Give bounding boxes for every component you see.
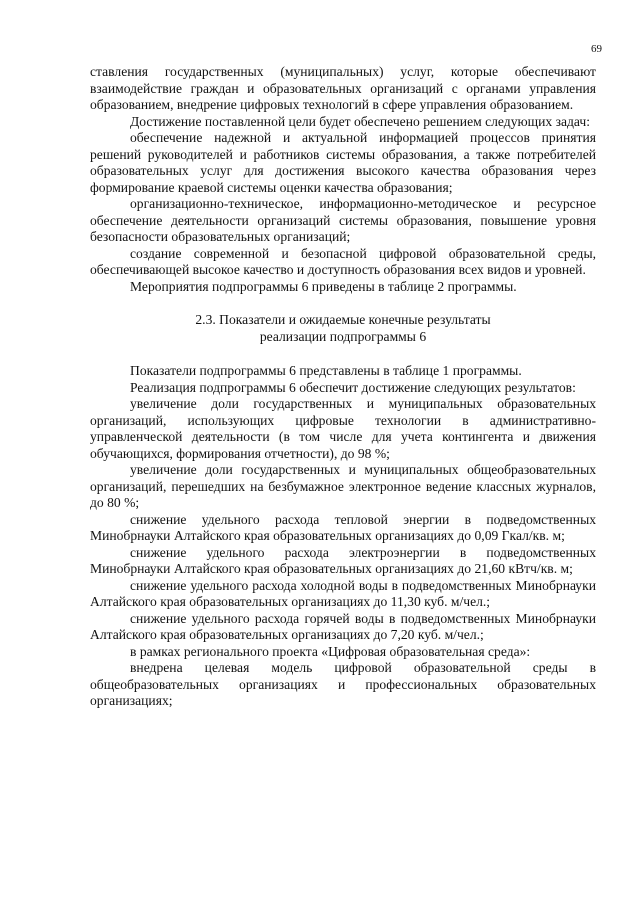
paragraph-indicators: Показатели подпрограммы 6 представлены в таблице 1 программы. (130, 363, 522, 378)
page-number: 69 (591, 43, 602, 55)
result-item-5: снижение удельного расхода холодной воды в подведомственных Минобрнауки Алтайского края образовательных организациях до 11,30 куб. м/чел.; (90, 577, 596, 609)
section-heading (90, 311, 596, 345)
section-heading-line-2: реализации подпрограммы 6 (259, 329, 427, 344)
result-item-1: увеличение доли государственных и муниципальных образовательных организаций, использующих цифровые технологии в административно-управленческой деятельности (в том числе для учета контингента и движения обучающихся, формирования отчетности), до 98 %; (90, 396, 596, 461)
result-item-6: снижение удельного расхода горячей воды в подведомственных Минобрнауки Алтайского края образовательных организациях до 7,20 куб. м/чел.; (90, 610, 596, 642)
paragraph-goal: Достижение поставленной цели будет обеспечено решением следующих задач: (130, 113, 591, 129)
paragraph-results-intro: Реализация подпрограммы 6 обеспечит достижение следующих результатов: (130, 379, 576, 395)
paragraph-continuation: ставления государственных (муниципальных) услуг, которые обеспечивают взаимодействие граждан и образовательных организаций с органами управления образованием, внедрение цифровых технологий в сфере управления образованием. (90, 64, 596, 112)
result-item-2: увеличение доли государственных и муниципальных общеобразовательных организаций, перешедших на безбумажное электронное ведение классных журналов, до 80 %; (90, 462, 596, 510)
paragraph-task-2: организационно-техническое, информационно-методическое и ресурсное обеспечение деятельности организаций системы образования, повышение уровня безопасности образовательных организаций; (90, 196, 596, 244)
section-heading-line-1: 2.3. Показатели и ожидаемые конечные результаты (195, 312, 491, 327)
paragraph-task-1: обеспечение надежной и актуальной информацией процессов принятия решений руководителей и работников системы образования, а также потребителей образовательных услуг для достижения высокого качества образования через формирование краевой системы оценки качества образования; (90, 130, 596, 195)
paragraph-task-3: создание современной и безопасной цифровой образовательной среды, обеспечивающей высокое качество и доступность образования всех видов и уровней. (90, 245, 596, 277)
regional-project-intro: в рамках регионального проекта «Цифровая образовательная среда»: (130, 643, 531, 659)
result-item-7: внедрена целевая модель цифровой образовательной среды в общеобразовательных организациях и профессиональных образовательных организациях; (90, 660, 596, 708)
paragraph-measures: Мероприятия подпрограммы 6 приведены в таблице 2 программы. (130, 278, 517, 294)
page-content (90, 64, 596, 710)
result-item-3: снижение удельного расхода тепловой энергии в подведомственных Минобрнауки Алтайского края образовательных организациях до 0,09 Гкал/кв. м; (90, 511, 596, 543)
result-item-4: снижение удельного расхода электроэнергии в подведомственных Минобрнауки Алтайского края образовательных организациях до 21,60 кВтч/кв. м; (90, 544, 596, 576)
